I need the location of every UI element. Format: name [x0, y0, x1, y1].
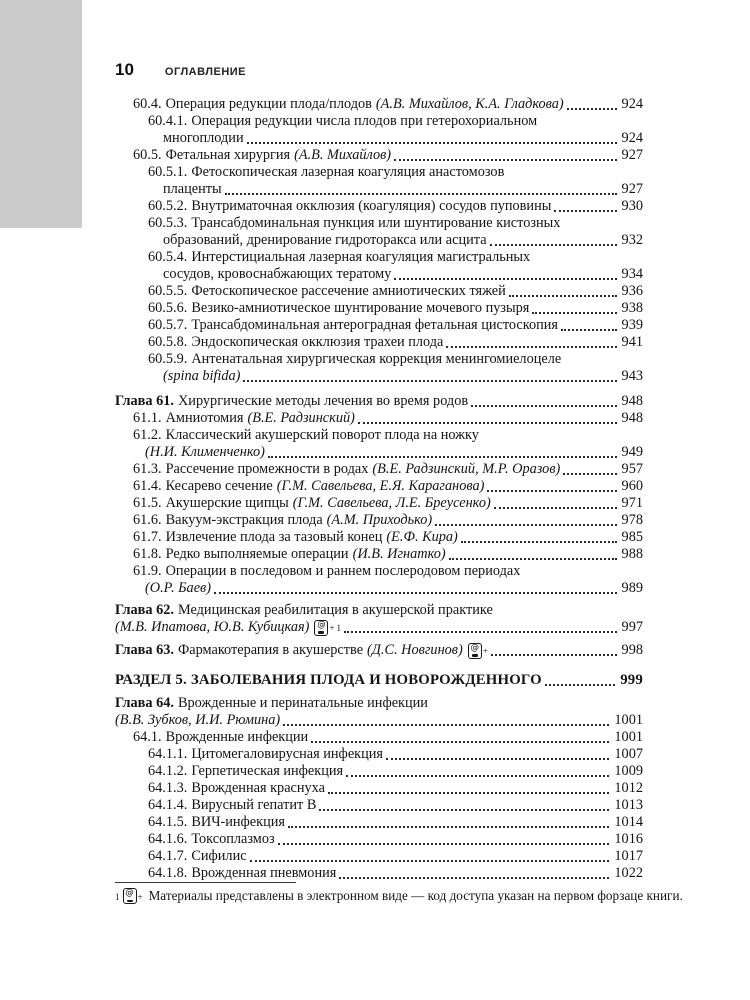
- entry-number: 60.5.7.: [148, 317, 188, 333]
- entry-title: многоплодии: [163, 130, 244, 146]
- toc-entry: [115, 546, 643, 563]
- entry-authors: (А.В. Михайлов, К.А. Гладкова): [375, 96, 564, 112]
- entry-page-number: 1001: [614, 729, 643, 745]
- entry-title: Врожденные инфекции: [165, 729, 309, 745]
- toc-entry: [115, 164, 643, 181]
- toc-entry: [115, 393, 643, 410]
- entry-number: 64.1.3.: [148, 780, 188, 796]
- toc-entry: [115, 512, 643, 529]
- entry-title: Врожденная пневмония: [191, 865, 337, 881]
- entry-title: Извлечение плода за тазовый конец: [165, 529, 383, 545]
- entry-authors: (В.Е. Радзинский): [247, 410, 355, 426]
- entry-title: Операция редукции числа плодов при гетерохориальном: [191, 113, 538, 129]
- entry-title: Вакуум-экстракция плода: [165, 512, 323, 528]
- entry-title: Интерстициальная лазерная коагуляция магистральных: [191, 249, 531, 265]
- entry-authors: (Н.И. Клименченко): [145, 444, 265, 460]
- entry-title: Врожденная краснуха: [191, 780, 325, 796]
- dotted-leader: [394, 278, 616, 280]
- entry-number: 60.5.1.: [148, 164, 188, 180]
- entry-page-number: 1016: [614, 831, 643, 847]
- entry-page-number: 989: [621, 580, 643, 596]
- entry-page-number: 1014: [614, 814, 643, 830]
- toc-entry: [115, 232, 643, 249]
- dotted-leader: [449, 558, 617, 560]
- toc-entry: [115, 495, 643, 512]
- dotted-leader: [339, 877, 609, 879]
- entry-page-number: 941: [621, 334, 643, 350]
- toc-entry: [115, 198, 643, 215]
- entry-number: Глава 63.: [115, 642, 174, 658]
- entry-page-number: 924: [621, 130, 643, 146]
- entry-page-number: 939: [621, 317, 643, 333]
- toc-entry: [115, 865, 643, 882]
- toc-entry: [115, 580, 643, 597]
- entry-page-number: 1012: [614, 780, 643, 796]
- entry-page-number: 1022: [614, 865, 643, 881]
- dotted-leader: [247, 142, 617, 144]
- toc-entry: [115, 215, 643, 232]
- toc-entry: [115, 780, 643, 797]
- entry-page-number: 957: [621, 461, 643, 477]
- entry-page-number: 927: [621, 147, 643, 163]
- dotted-leader: [435, 524, 616, 526]
- entry-number: 61.8.: [133, 546, 162, 562]
- e-materials-icon: @: [468, 643, 482, 659]
- entry-authors: (М.В. Ипатова, Ю.В. Кубицкая): [115, 619, 310, 635]
- entry-number: 60.5.5.: [148, 283, 188, 299]
- entry-number: Глава 61.: [115, 393, 174, 409]
- dotted-leader: [554, 210, 616, 212]
- entry-number: Глава 64.: [115, 695, 174, 711]
- entry-page-number: 943: [621, 368, 643, 384]
- entry-number: 60.5.3.: [148, 215, 188, 231]
- entry-page-number: 1001: [614, 712, 643, 728]
- scan-edge-gray-block: [0, 0, 82, 228]
- entry-page-number: 960: [621, 478, 643, 494]
- toc-entry: [115, 602, 643, 619]
- entry-page-number: 934: [621, 266, 643, 282]
- entry-number: 60.4.: [133, 96, 162, 112]
- dotted-leader: [491, 654, 617, 656]
- entry-number: 61.5.: [133, 495, 162, 511]
- toc-entry: [115, 746, 643, 763]
- entry-authors: (Е.Ф. Кира): [386, 529, 458, 545]
- entry-number: 64.1.2.: [148, 763, 188, 779]
- running-title: ОГЛАВЛЕНИЕ: [164, 66, 247, 78]
- footnote: [115, 882, 683, 904]
- entry-title: Редко выполняемые операции: [165, 546, 349, 562]
- e-materials-icon: @: [123, 888, 137, 904]
- footnote-separator-rule: [115, 882, 296, 883]
- entry-number: 64.1.7.: [148, 848, 188, 864]
- entry-title: ЗАБОЛЕВАНИЯ ПЛОДА И НОВОРОЖДЕННОГО: [190, 672, 542, 688]
- toc-entry: [115, 529, 643, 546]
- entry-page-number: 998: [621, 642, 643, 658]
- entry-title: плаценты: [163, 181, 222, 197]
- entry-title: Фармакотерапия в акушерстве: [177, 642, 364, 658]
- entry-page-number: 988: [621, 546, 643, 562]
- entry-page-number: 932: [621, 232, 643, 248]
- toc-entry: [115, 427, 643, 444]
- entry-title: Герпетическая инфекция: [191, 763, 344, 779]
- entry-number: 61.4.: [133, 478, 162, 494]
- dotted-leader: [283, 724, 609, 726]
- entry-title: Медицинская реабилитация в акушерской практике: [177, 602, 493, 618]
- entry-number: 64.1.5.: [148, 814, 188, 830]
- dotted-leader: [278, 843, 610, 845]
- entry-number: 61.6.: [133, 512, 162, 528]
- entry-authors: (О.Р. Баев): [145, 580, 212, 596]
- dotted-leader: [268, 456, 617, 458]
- entry-page-number: 985: [621, 529, 643, 545]
- dotted-leader: [319, 809, 609, 811]
- entry-page-number: 1009: [614, 763, 643, 779]
- dotted-leader: [461, 541, 617, 543]
- entry-number: Глава 62.: [115, 602, 174, 618]
- entry-number: 60.5.6.: [148, 300, 188, 316]
- toc-entry: [115, 368, 643, 385]
- entry-page-number: 948: [621, 393, 643, 409]
- entry-title: Внутриматочная окклюзия (коагуляция) сосудов пуповины: [191, 198, 552, 214]
- toc-entry: [115, 563, 643, 580]
- toc-entry: [115, 695, 643, 712]
- toc-entry: [115, 410, 643, 427]
- entry-authors: (В.В. Зубков, И.И. Рюмина): [115, 712, 281, 728]
- dotted-leader: [250, 860, 610, 862]
- dotted-leader: [494, 507, 617, 509]
- entry-title: Акушерские щипцы: [165, 495, 289, 511]
- entry-authors: (Г.М. Савельева, Е.Я. Караганова): [276, 478, 485, 494]
- entry-title: Фетоскопическая лазерная коагуляция анастомозов: [191, 164, 505, 180]
- toc-entry: [115, 113, 643, 130]
- toc-entry: [115, 763, 643, 780]
- entry-title: Токсоплазмоз: [191, 831, 275, 847]
- dotted-leader: [214, 592, 617, 594]
- toc-entry: [115, 814, 643, 831]
- toc-entry: [115, 831, 643, 848]
- dotted-leader: [487, 490, 616, 492]
- entry-title: ВИЧ-инфекция: [191, 814, 285, 830]
- dotted-leader: [328, 792, 609, 794]
- entry-page-number: 1013: [614, 797, 643, 813]
- entry-number: 61.9.: [133, 563, 162, 579]
- entry-number: 64.1.: [133, 729, 162, 745]
- entry-authors: (И.В. Игнатко): [352, 546, 446, 562]
- toc-entry: Глава 63. Фармакотерапия в акушерстве (Д.С. Новгинов) @ + 998: [115, 642, 643, 658]
- dotted-leader: [346, 775, 609, 777]
- entry-title: Фетоскопическое рассечение амниотических тяжей: [191, 283, 506, 299]
- entry-title: Операции в последовом и раннем послеродовом периодах: [165, 563, 521, 579]
- dotted-leader: [563, 473, 616, 475]
- entry-authors: (Г.М. Савельева, Л.Е. Бреусенко): [292, 495, 491, 511]
- entry-title: Операция редукции плода/плодов: [165, 96, 372, 112]
- entry-number: 60.5.8.: [148, 334, 188, 350]
- entry-page-number: 930: [621, 198, 643, 214]
- toc-entry: [115, 147, 643, 164]
- entry-number: 64.1.6.: [148, 831, 188, 847]
- entry-authors: (А.М. Приходько): [326, 512, 433, 528]
- dotted-leader: [243, 380, 616, 382]
- entry-title: Рассечение промежности в родах: [165, 461, 369, 477]
- page-header: [115, 60, 643, 80]
- entry-title: образований, дренирование гидроторакса или асцита: [163, 232, 487, 248]
- footnote-text: Материалы представлены в электронном виде — код доступа указан на первом форзаце книги.: [148, 888, 683, 903]
- toc-entry: [115, 130, 643, 147]
- dotted-leader: [358, 422, 617, 424]
- toc-entry: [115, 797, 643, 814]
- entry-number: 60.5.: [133, 147, 162, 163]
- entry-page-number: 1007: [614, 746, 643, 762]
- entry-number: 60.4.1.: [148, 113, 188, 129]
- dotted-leader: [509, 295, 617, 297]
- entry-title: Трансабдоминальная антероградная фетальная цистоскопия: [191, 317, 558, 333]
- entry-number: 60.5.9.: [148, 351, 188, 367]
- entry-title: Врожденные и перинатальные инфекции: [177, 695, 428, 711]
- toc-entry: [115, 317, 643, 334]
- entry-title: Эндоскопическая окклюзия трахеи плода: [191, 334, 444, 350]
- toc-entry: [115, 300, 643, 317]
- dotted-leader: [561, 329, 617, 331]
- entry-title: Кесарево сечение: [165, 478, 273, 494]
- dotted-leader: [471, 405, 616, 407]
- toc-entry: [115, 729, 643, 746]
- entry-page-number: 948: [621, 410, 643, 426]
- toc-entry: [115, 181, 643, 198]
- dotted-leader: [311, 741, 609, 743]
- toc-entry: [115, 478, 643, 495]
- page-number: 10: [115, 60, 134, 79]
- entry-title: Амниотомия: [165, 410, 244, 426]
- toc-entry: [115, 351, 643, 368]
- toc-entry: [115, 334, 643, 351]
- entry-page-number: 949: [621, 444, 643, 460]
- entry-title: Трансабдоминальная пункция или шунтирование кистозных: [191, 215, 561, 231]
- toc-entry: [115, 266, 643, 283]
- dotted-leader: [567, 108, 617, 110]
- entry-number: 61.1.: [133, 410, 162, 426]
- entry-authors: (Д.С. Новгинов): [367, 642, 463, 658]
- entry-number: 61.3.: [133, 461, 162, 477]
- book-page-content: [115, 60, 643, 882]
- dotted-leader: [545, 684, 615, 686]
- table-of-contents: [115, 96, 643, 882]
- entry-authors: (А.В. Михайлов): [294, 147, 392, 163]
- toc-entry: [115, 848, 643, 865]
- dotted-leader: [386, 758, 609, 760]
- entry-page-number: 999: [620, 672, 643, 688]
- footnote-line: 1 @ + Материалы представлены в электронном виде — код доступа указан на первом форзаце книги.: [115, 888, 683, 903]
- entry-authors: (spina bifida): [163, 368, 241, 384]
- entry-title: Антенатальная хирургическая коррекция менингомиелоцеле: [191, 351, 562, 367]
- toc-entry: [115, 283, 643, 300]
- toc-entry: [115, 444, 643, 461]
- dotted-leader: [344, 631, 617, 633]
- entry-page-number: 936: [621, 283, 643, 299]
- dotted-leader: [225, 193, 617, 195]
- entry-number: 61.2.: [133, 427, 162, 443]
- entry-title: сосудов, кровоснабжающих тератому: [163, 266, 392, 282]
- entry-number: 60.5.4.: [148, 249, 188, 265]
- entry-title: Хирургические методы лечения во время родов: [177, 393, 469, 409]
- entry-title: Вирусный гепатит В: [191, 797, 317, 813]
- entry-number: 61.7.: [133, 529, 162, 545]
- dotted-leader: [490, 244, 617, 246]
- dotted-leader: [288, 826, 609, 828]
- entry-number: 64.1.4.: [148, 797, 188, 813]
- entry-title: Фетальная хирургия: [165, 147, 291, 163]
- entry-number: 64.1.8.: [148, 865, 188, 881]
- toc-entry: [115, 461, 643, 478]
- dotted-leader: [446, 346, 616, 348]
- entry-page-number: 927: [621, 181, 643, 197]
- dotted-leader: [394, 159, 616, 161]
- entry-title: Сифилис: [191, 848, 247, 864]
- entry-page-number: 938: [621, 300, 643, 316]
- toc-entry: [115, 672, 643, 689]
- entry-number: 64.1.1.: [148, 746, 188, 762]
- toc-entry: [115, 249, 643, 266]
- entry-page-number: 924: [621, 96, 643, 112]
- e-materials-icon: @: [314, 620, 328, 636]
- entry-page-number: 971: [621, 495, 643, 511]
- toc-entry: (М.В. Ипатова, Ю.В. Кубицкая) @ + 1 997: [115, 619, 643, 635]
- dotted-leader: [532, 312, 616, 314]
- entry-authors: (В.Е. Радзинский, М.Р. Оразов): [372, 461, 561, 477]
- entry-title: Цитомегаловирусная инфекция: [191, 746, 383, 762]
- entry-page-number: 1017: [614, 848, 643, 864]
- toc-entry: [115, 96, 643, 113]
- entry-number: РАЗДЕЛ 5.: [115, 672, 187, 688]
- entry-title: Везико-амниотическое шунтирование мочевого пузыря: [191, 300, 530, 316]
- entry-number: 60.5.2.: [148, 198, 188, 214]
- entry-page-number: 978: [621, 512, 643, 528]
- entry-title: Классический акушерский поворот плода на ножку: [165, 427, 479, 443]
- entry-page-number: 997: [621, 619, 643, 635]
- toc-entry: [115, 712, 643, 729]
